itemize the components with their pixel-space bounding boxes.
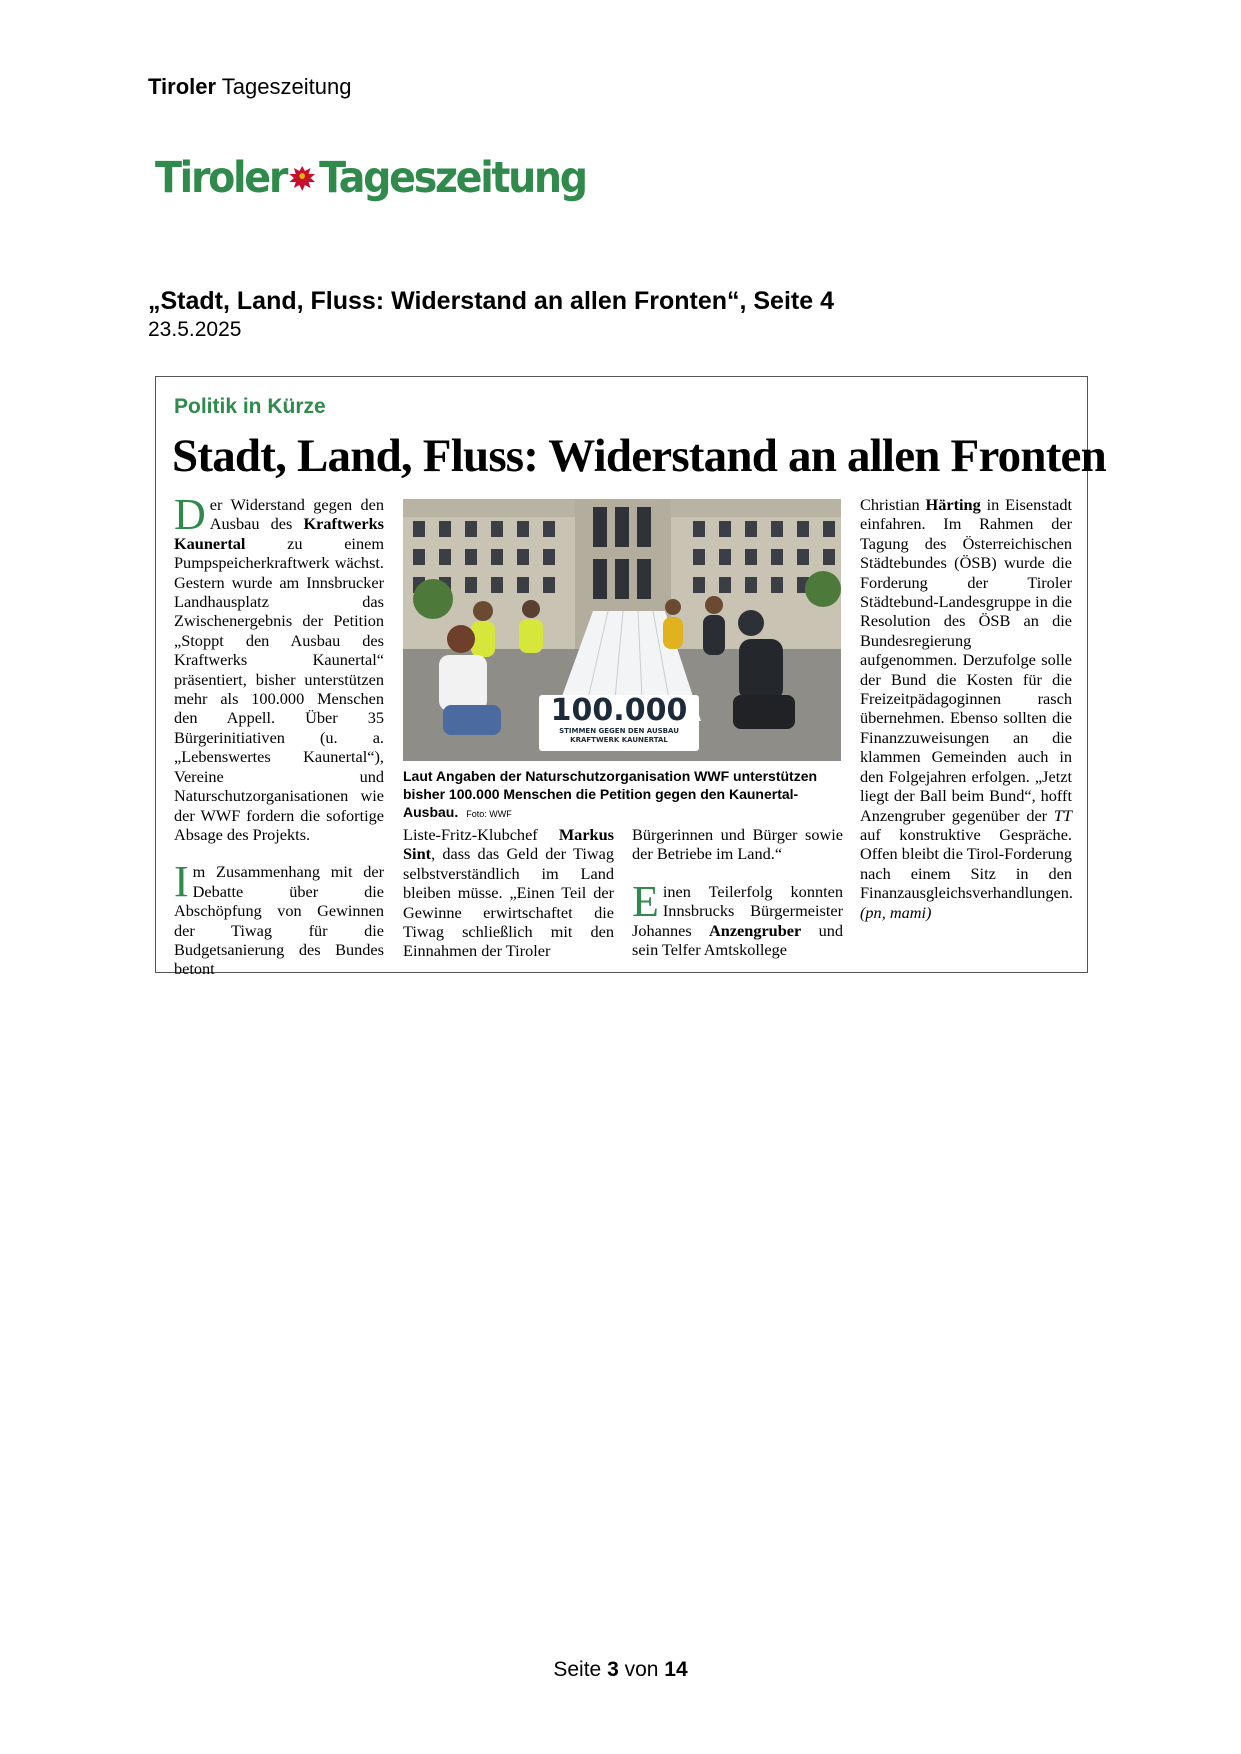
column-3 xyxy=(632,825,843,959)
tyrolean-eagle-icon xyxy=(288,162,317,194)
column-4 xyxy=(860,495,1072,922)
banner-number: 100.000 xyxy=(550,693,688,728)
current-page: 3 xyxy=(607,1658,619,1681)
headline: Stadt, Land, Fluss: Widerstand an allen Fronten xyxy=(172,430,1106,482)
author-signature: (pn, mami) xyxy=(860,902,932,922)
column-1 xyxy=(174,490,384,979)
column-2 xyxy=(403,825,614,961)
paragraph: Der Widerstand gegen den Ausbau des Kraftwerks Kaunertal zu einem Pumpspeicherkraftwerk wächst. Gestern wurde am Innsbrucker Landhausplatz das Zwischenergebnis der Petition „Stoppt den Ausbau des Kraftwerks Kaunertal“ präsentiert, bisher unterstützen mehr als 100.000 Menschen den Appell. Über 35 Bürgerinitiativen (u. a. „Lebenswertes Kaunertal“), Vereine und Naturschutzorganisationen wie der WWF fordern die sofortige Absage des Projekts. xyxy=(174,490,384,844)
paragraph: Einen Teilerfolg konnten Innsbrucks Bürgermeister Johannes Anzengruber und sein Telfer Amtskollege xyxy=(632,876,843,960)
newspaper-logo xyxy=(155,150,586,206)
header-source xyxy=(148,74,351,100)
logo-left: Tiroler xyxy=(155,153,287,203)
paragraph: Christian Härting in Eisenstadt einfahren. Im Rahmen der Tagung des Österreichischen Städtebundes (ÖSB) wurde die Forderung der Tiroler Städtebund-Landesgruppe in die Resolution des ÖSB an die Bundesregierung aufgenommen. Derzufolge solle der Bund die Kosten für die Freizeitpädagoginnen rasch übernehmen. Ebenso sollten die Finanzzuweisungen an die klammen Gemeinden auch in den Folgejahren erfolgen. „Jetzt liegt der Ball beim Bund“, hofft Anzengruber gegenüber der TT auf konstruktive Gespräche. Offen bleibt die Tirol-Forderung nach einem Sitz in den Finanzausgleichsverhandlungen. (pn, mami) xyxy=(860,495,1073,922)
banner-line-1: STIMMEN GEGEN DEN AUSBAU xyxy=(559,727,679,735)
paragraph: Bürgerinnen und Bürger sowie der Betriebe im Land.“ xyxy=(632,825,843,864)
logo-right: Tageszeitung xyxy=(319,153,586,203)
paragraph: Im Zusammenhang mit der Debatte über die Abschöpfung von Gewinnen der Tiwag für die Budgetsanierung des Bundes betont xyxy=(174,857,384,979)
dropcap: I xyxy=(174,857,189,907)
total-pages: 14 xyxy=(664,1658,688,1681)
photo-credit: Foto: WWF xyxy=(466,809,512,819)
article-clipping xyxy=(155,376,1106,979)
rubric: Politik in Kürze xyxy=(174,395,326,418)
article-photo xyxy=(403,499,841,761)
banner-line-2: KRAFTWERK KAUNERTAL xyxy=(570,736,668,744)
source-rest: Tageszeitung xyxy=(221,74,352,99)
source-bold: Tiroler xyxy=(148,74,217,99)
page-footer: Seite 3 von 14 xyxy=(553,1658,688,1681)
photo-banner xyxy=(539,695,699,751)
dropcap: E xyxy=(632,876,659,926)
dropcap: D xyxy=(174,490,206,539)
document-title: „Stadt, Land, Fluss: Widerstand an allen Fronten“, Seite 4 xyxy=(148,287,834,315)
paragraph: Liste-Fritz-Klubchef Markus Sint, dass das Geld der Tiwag selbstverständlich im Land bleiben müsse. „Einen Teil der Gewinne erwirtschaftet die Tiwag schließlich mit den Einnahmen der Tiroler xyxy=(403,825,614,961)
photo-caption: Laut Angaben der Naturschutzorganisation WWF unterstützen bisher 100.000 Menschen die Petition gegen den Kaunertal-Ausbau. Foto: WWF xyxy=(403,768,818,820)
document-date: 23.5.2025 xyxy=(148,318,242,341)
